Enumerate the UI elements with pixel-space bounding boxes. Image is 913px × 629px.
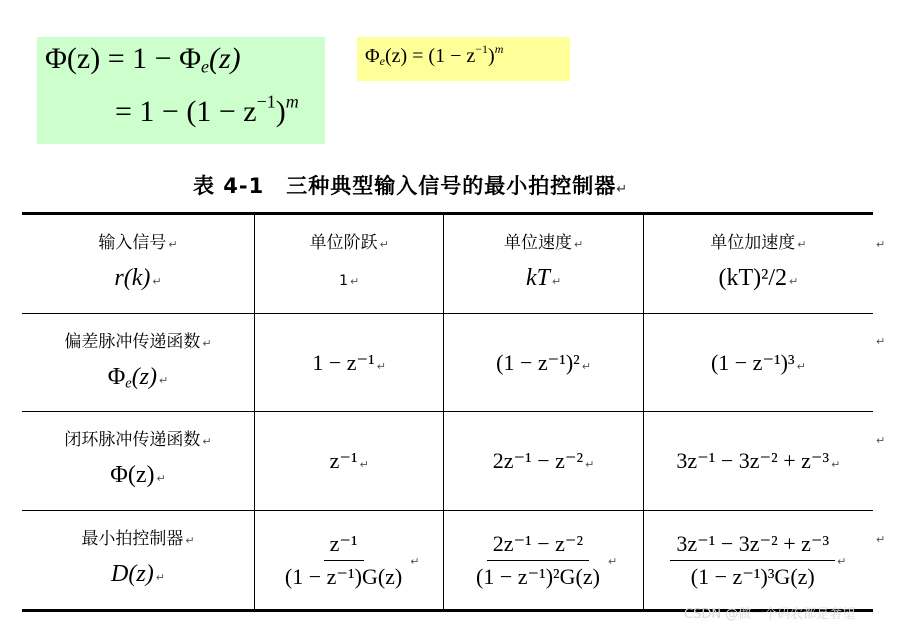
- one-minus: 1 −: [132, 42, 180, 75]
- yellow-phi: Φ: [365, 45, 380, 67]
- equals-sign: =: [107, 42, 125, 75]
- table-row-controller: [22, 511, 873, 611]
- fraction-numerator: 3z⁻¹ − 3z⁻² + z⁻³: [670, 531, 835, 561]
- table-cell: $\frac{\text{3z⁻¹ − 3z⁻² + z⁻³}}{\text{(1 − z⁻¹)³G(z)}}$ ↵: [643, 511, 873, 611]
- header-velocity-cell: [444, 214, 643, 314]
- line2-expr: 1 − (1 − z: [139, 95, 257, 128]
- row-end-mark: ↵: [876, 434, 886, 447]
- min-beat-table: [22, 212, 873, 612]
- return-mark: ↵: [616, 182, 629, 197]
- yellow-mid: (z) = (1 − z: [384, 45, 476, 67]
- fraction-numerator: 2z⁻¹ − z⁻²: [487, 531, 589, 561]
- table-row-closed-loop: [22, 412, 873, 511]
- header-accel-cell: [643, 214, 873, 314]
- row-label-cell: [22, 511, 254, 611]
- table-row-error: [22, 314, 873, 412]
- header-symbol: r(k) ↵: [114, 265, 162, 291]
- fraction: [279, 531, 408, 590]
- row-label: 偏差脉冲传递函数 ↵: [64, 331, 212, 352]
- phi-e-subscript: e: [201, 56, 210, 77]
- fraction-numerator: z⁻¹: [324, 531, 364, 561]
- yellow-exponent: −1: [475, 42, 489, 56]
- yellow-power-m: m: [494, 42, 504, 56]
- row-symbol: Φ(z) ↵: [110, 462, 166, 488]
- header-step-value: 1 ↵: [339, 273, 360, 289]
- formula-yellow: [365, 42, 504, 68]
- table-cell: 1 − z⁻¹ ↵: [254, 314, 443, 412]
- yellow-phi-subscript: e: [379, 54, 385, 68]
- header-velocity: 单位速度 ↵: [503, 233, 584, 253]
- phi-lhs: Φ(z): [45, 42, 101, 75]
- table-cell: 2z⁻¹ − z⁻² ↵: [444, 412, 643, 511]
- header-label: 输入信号 ↵: [98, 233, 178, 253]
- table-cell: $\frac{\text{2z⁻¹ − z⁻²}}{\text{(1 − z⁻¹)²G(z)}}$ ↵: [444, 511, 643, 611]
- formula-line-1: [45, 42, 241, 76]
- line2-exponent: −1: [256, 91, 276, 112]
- fraction-denominator: (1 − z⁻¹)²G(z): [476, 563, 600, 589]
- header-accel: 单位加速度 ↵: [710, 233, 807, 253]
- table-header-row: [22, 214, 873, 314]
- table-cell: 3z⁻¹ − 3z⁻² + z⁻³ ↵: [643, 412, 873, 511]
- table-cell: z⁻¹ ↵: [254, 412, 443, 511]
- header-step-cell: [254, 214, 443, 314]
- formula-box-green: [37, 37, 325, 144]
- row-symbol: $\Phi_e(z)$ ↵: [107, 363, 169, 392]
- row-label-cell: [22, 412, 254, 511]
- phi-e-symbol: Φ: [179, 42, 202, 75]
- row-end-mark: ↵: [876, 533, 886, 546]
- table-cell: (1 − z⁻¹)² ↵: [444, 314, 643, 412]
- yellow-close: ): [488, 45, 495, 67]
- formula-box-yellow: [357, 37, 570, 81]
- row-end-mark: ↵: [876, 238, 886, 251]
- header-accel-value: (kT)²/2 ↵: [718, 265, 799, 291]
- table-caption-text: 表 4-1 三种典型输入信号的最小拍控制器: [193, 174, 617, 198]
- fraction-denominator: (1 − z⁻¹)³G(z): [690, 563, 815, 589]
- table-caption: [193, 170, 628, 200]
- fraction-denominator: (1 − z⁻¹)G(z): [284, 563, 403, 589]
- row-end-mark: ↵: [876, 335, 886, 348]
- header-label-cell: [22, 214, 254, 314]
- row-label: 最小拍控制器 ↵: [81, 529, 195, 549]
- fraction: [670, 531, 835, 590]
- phi-e-arg: (z): [209, 42, 241, 75]
- header-step: 单位阶跃 ↵: [309, 233, 389, 253]
- row-symbol: D(z) ↵: [111, 561, 165, 587]
- watermark: CSDN @做一个码农都是奢望: [684, 607, 856, 622]
- line2-power-m: m: [285, 91, 299, 112]
- row-label: 闭环脉冲传递函数 ↵: [64, 430, 212, 450]
- table-cell: $\frac{\text{z⁻¹}}{\text{(1 − z⁻¹)G(z)}}$ ↵: [254, 511, 443, 611]
- equals-sign-2: =: [115, 95, 132, 128]
- formula-line-2: [115, 91, 299, 129]
- header-velocity-value: kT ↵: [525, 265, 562, 291]
- row-label-cell: [22, 314, 254, 412]
- fraction: [470, 531, 606, 590]
- table-cell: (1 − z⁻¹)³ ↵: [643, 314, 873, 412]
- line2-close: ): [275, 95, 286, 128]
